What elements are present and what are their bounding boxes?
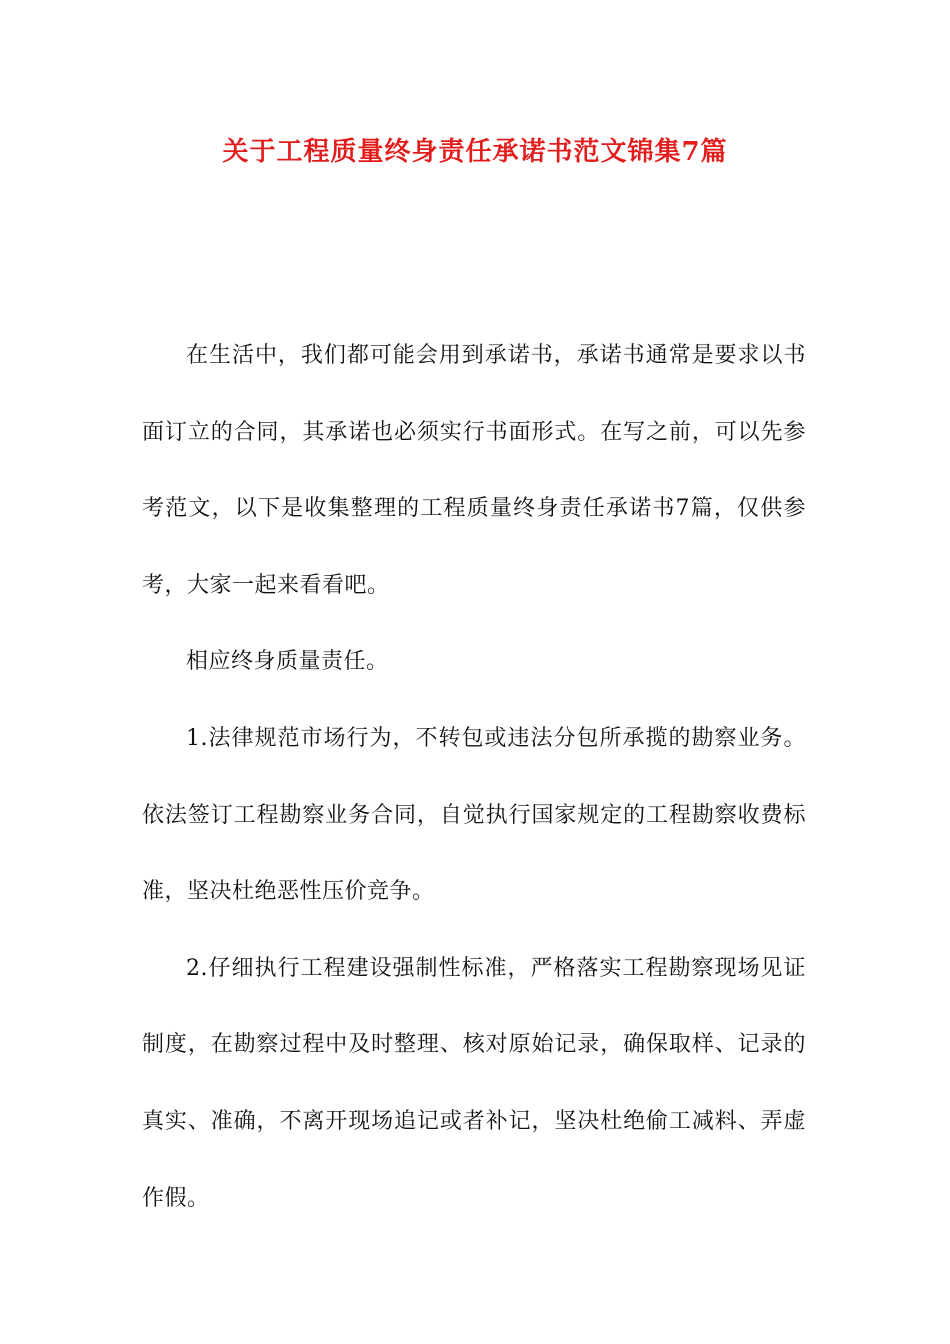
item-2-paragraph: 2.仔细执行工程建设强制性标准，严格落实工程勘察现场见证制度，在勘察过程中及时整理、核对原始记录，确保取样、记录的真实、准确，不离开现场追记或者补记，坚决杜绝偷工减料、弄虚作假。 [142,955,806,1211]
responsibility-paragraph: 相应终身质量责任。 [186,649,389,675]
intro-paragraph: 在生活中，我们都可能会用到承诺书，承诺书通常是要求以书面订立的合同，其承诺也必须实行书面形式。在写之前，可以先参考范文，以下是收集整理的工程质量终身责任承诺书7篇，仅供参考，大家一起来看看吧。 [142,343,806,598]
document-body [142,318,806,1237]
item-1-paragraph: 1.法律规范市场行为，不转包或违法分包所承揽的勘察业务。依法签订工程勘察业务合同，自觉执行国家规定的工程勘察收费标准，坚决杜绝恶性压价竞争。 [142,725,806,905]
document-title: 关于工程质量终身责任承诺书范文锦集7篇 [222,137,728,167]
